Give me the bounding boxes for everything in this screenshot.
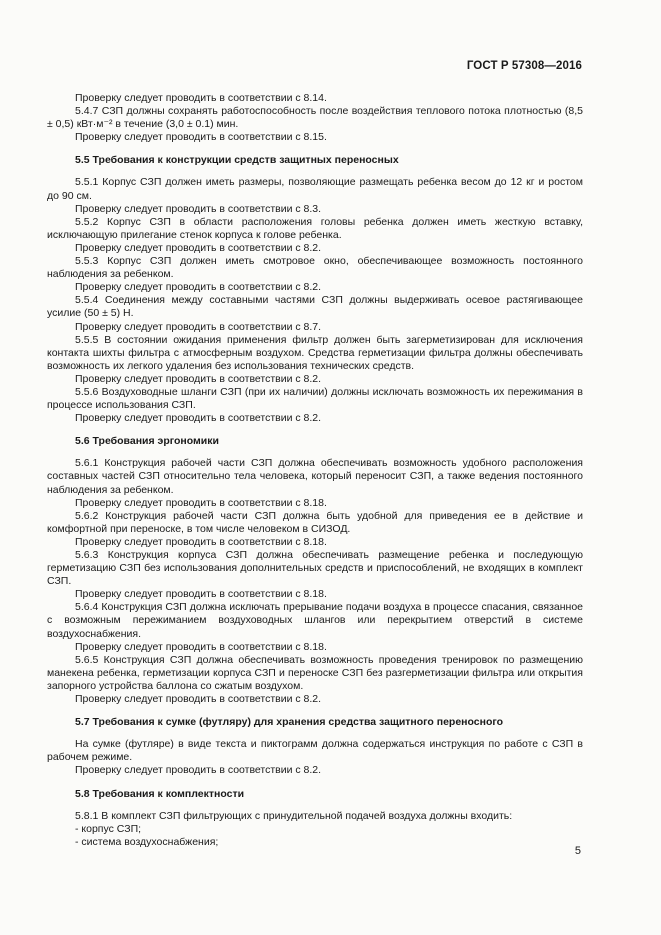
- paragraph: Проверку следует проводить в соответствии с 8.2.: [75, 693, 322, 706]
- paragraph: Проверку следует проводить в соответствии с 8.18.: [75, 640, 327, 653]
- section-heading-5-5: 5.5 Требования к конструкции средств защитных переносных: [75, 154, 399, 167]
- paragraph: 5.5.2 Корпус СЗП в области расположения головы ребенка должен иметь жесткую вставку, исключающую прилегание стенок корпуса к голове ребенка.: [47, 215, 583, 241]
- paragraph: Проверку следует проводить в соответствии с 8.2.: [75, 764, 322, 777]
- paragraph: 5.8.1 В комплект СЗП фильтрующих с принудительной подачей воздуха должны входить:: [75, 809, 513, 822]
- paragraph: Проверку следует проводить в соответствии с 8.18.: [75, 496, 327, 509]
- paragraph: Проверку следует проводить в соответствии с 8.15.: [75, 131, 327, 144]
- paragraph: 5.6.2 Конструкция рабочей части СЗП должна быть удобной для приведения ее в действие и комфортной при переноске, в том числе человеком в СИЗОД.: [47, 509, 583, 535]
- paragraph: Проверку следует проводить в соответствии с 8.2.: [75, 412, 322, 425]
- paragraph: 5.6.4 Конструкция СЗП должна исключать прерывание подачи воздуха в процессе спасания, связанное с возможным пережиманием воздуховодных шлангов или перекрытием отверстий в системе воздухоснабжения.: [47, 601, 583, 640]
- paragraph: Проверку следует проводить в соответствии с 8.2.: [75, 241, 322, 254]
- list-item: - система воздухоснабжения;: [75, 835, 219, 848]
- paragraph: На сумке (футляре) в виде текста и пиктограмм должна содержаться инструкция по работе с СЗП в рабочем режиме.: [47, 738, 583, 764]
- section-heading-5-7: 5.7 Требования к сумке (футляру) для хранения средства защитного переносного: [75, 716, 504, 729]
- section-heading-5-8: 5.8 Требования к комплектности: [75, 787, 245, 800]
- paragraph: Проверку следует проводить в соответствии с 8.7.: [75, 320, 322, 333]
- list-item: - корпус СЗП;: [75, 822, 142, 835]
- section-heading-5-6: 5.6 Требования эргономики: [75, 435, 219, 448]
- paragraph: 5.6.1 Конструкция рабочей части СЗП должна обеспечивать возможность удобного расположения составных частей СЗП относительно тела человека, который переносит СЗП, а также ведения постоянного наблюдения за ребенком.: [47, 457, 583, 496]
- page-number: 5: [574, 845, 581, 857]
- paragraph: 5.6.5 Конструкция СЗП должна обеспечивать возможность проведения тренировок по размещению манекена ребенка, герметизации корпуса СЗП и переноске СЗП без разгерметизации фильтра или открытия запорного устройства баллона со сжатым воздухом.: [47, 653, 583, 692]
- paragraph: Проверку следует проводить в соответствии с 8.18.: [75, 535, 327, 548]
- paragraph: 5.5.3 Корпус СЗП должен иметь смотровое окно, обеспечивающее возможность постоянного наблюдения за ребенком.: [47, 255, 583, 281]
- paragraph: Проверку следует проводить в соответствии с 8.2.: [75, 281, 322, 294]
- paragraph: Проверку следует проводить в соответствии с 8.18.: [75, 588, 327, 601]
- document-number-header: ГОСТ Р 57308—2016: [466, 60, 582, 72]
- paragraph: Проверку следует проводить в соответствии с 8.14.: [75, 92, 327, 104]
- paragraph: 5.5.5 В состоянии ожидания применения фильтр должен быть загерметизирован для исключения контакта шихты фильтра с атмосферным воздухом. Средства герметизации фильтра должны обеспечивать возможность их легкого удаления без использования технических средств.: [47, 333, 583, 372]
- paragraph: 5.6.3 Конструкция корпуса СЗП должна обеспечивать размещение ребенка и последующую герметизацию СЗП без использования дополнительных средств и приспособлений, не входящих в комплект СЗП.: [47, 549, 583, 588]
- page-body: [47, 92, 583, 849]
- paragraph: 5.4.7 СЗП должны сохранять работоспособность после воздействия теплового потока плотностью (8,5 ± 0,5) кВт·м⁻² в течение (3,0 ± 0.1) мин.: [47, 105, 583, 131]
- paragraph: 5.5.6 Воздуховодные шланги СЗП (при их наличии) должны исключать возможность их пережимания в процессе использования СЗП.: [47, 385, 583, 412]
- paragraph: 5.5.1 Корпус СЗП должен иметь размеры, позволяющие размещать ребенка весом до 12 кг и ростом до 90 см.: [47, 176, 583, 202]
- paragraph: Проверку следует проводить в соответствии с 8.3.: [75, 202, 322, 215]
- paragraph: Проверку следует проводить в соответствии с 8.2.: [75, 372, 322, 385]
- paragraph: 5.5.4 Соединения между составными частями СЗП должны выдерживать осевое растягивающее усилие (50 ± 5) Н.: [47, 294, 583, 320]
